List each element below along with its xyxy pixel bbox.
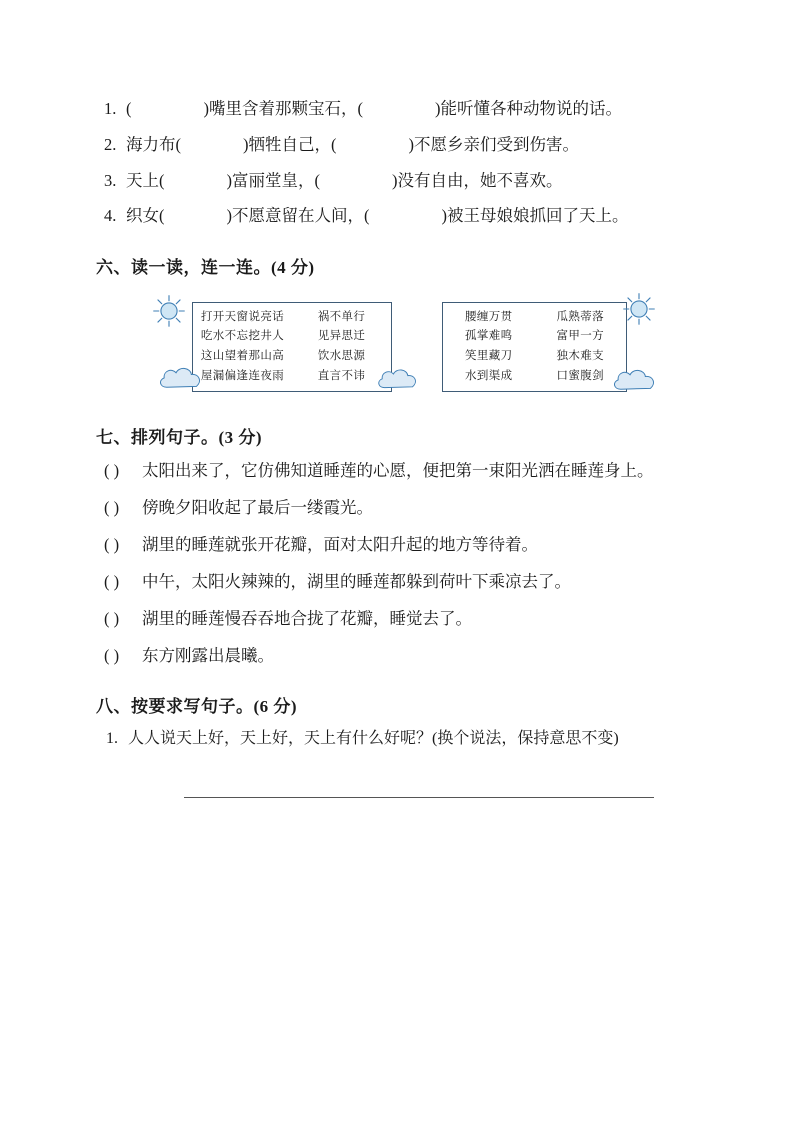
item-number: 2.: [104, 134, 117, 154]
sun-icon: [152, 294, 186, 328]
item-text: 中午，太阳火辣辣的，湖里的睡莲都躲到荷叶下乘凉去了。: [142, 572, 571, 592]
list-item: [96, 199, 696, 233]
sentence-part: )没有自由，她不喜欢。: [392, 170, 563, 190]
match-term[interactable]: 祸不单行: [317, 310, 366, 323]
cloud-icon: [374, 362, 424, 394]
match-term[interactable]: 腰缠万贯: [464, 310, 513, 323]
fill-in-sentence-list: [96, 92, 696, 233]
item-text: 太阳出来了，它仿佛知道睡莲的心愿，便把第一束阳光洒在睡莲身上。: [142, 461, 654, 481]
sun-icon: [622, 292, 656, 326]
sentence-part: )不愿乡亲们受到伤害。: [408, 134, 579, 154]
item-number: 3.: [104, 170, 117, 190]
answer-line[interactable]: [184, 797, 654, 798]
item-text: 湖里的睡莲慢吞吞地合拢了花瓣，睡觉去了。: [142, 609, 472, 629]
order-blank[interactable]: ( ): [104, 609, 120, 629]
sentence-part: )不愿意留在人间，(: [226, 206, 370, 226]
order-blank[interactable]: ( ): [104, 646, 120, 666]
item-text: 傍晚夕阳收起了最后一缕霞光。: [142, 498, 373, 518]
match-term[interactable]: 瓜熟蒂落: [556, 310, 605, 323]
list-item: [96, 454, 696, 487]
section-heading-seven: [96, 423, 696, 448]
match-term[interactable]: 独木难支: [556, 350, 605, 363]
list-item: [96, 565, 696, 598]
worksheet-content: [96, 92, 696, 798]
match-box-left: [192, 302, 392, 392]
item-text: [126, 164, 696, 198]
item-text: 人人说天上好，天上好，天上有什么好呢？(换个说法，保持意思不变): [128, 730, 619, 748]
match-term[interactable]: 吃水不忘挖井人: [200, 330, 285, 343]
sentence-part: )能听懂各种动物说的话。: [435, 99, 622, 118]
item-text: 湖里的睡莲就张开花瓣，面对太阳升起的地方等待着。: [142, 535, 538, 555]
section-score: (3 分): [218, 428, 263, 448]
list-item: [96, 491, 696, 524]
order-blank[interactable]: ( ): [104, 498, 120, 518]
sentence-part: 海力布(: [126, 134, 181, 154]
cloud-icon: [156, 360, 208, 394]
item-text: 东方刚露出晨曦。: [142, 646, 274, 666]
section-score: (4 分): [271, 258, 315, 278]
item-number: 1.: [106, 730, 118, 748]
item-number: 1.: [104, 99, 117, 118]
match-term[interactable]: 笑里藏刀: [464, 350, 513, 363]
sentence-part: )嘴里含着那颗宝石，(: [203, 99, 363, 118]
rewrite-sentence-list: [96, 723, 696, 755]
match-term[interactable]: 饮水思源: [317, 350, 366, 363]
cloud-icon: [610, 362, 662, 396]
sentence-part: 天上(: [126, 170, 165, 190]
match-term[interactable]: 见异思迁: [317, 330, 366, 343]
sentence-part: 织女(: [126, 206, 165, 226]
match-column-right-1: [443, 303, 535, 391]
order-blank[interactable]: ( ): [104, 535, 120, 555]
item-number: 4.: [104, 206, 117, 226]
order-blank[interactable]: ( ): [104, 461, 120, 481]
section-heading-eight: [96, 692, 696, 717]
order-blank[interactable]: ( ): [104, 572, 120, 592]
list-item: [96, 92, 696, 126]
match-term[interactable]: 直言不讳: [317, 370, 366, 383]
match-box-right: [442, 302, 627, 392]
item-text: [126, 92, 696, 126]
list-item: [96, 128, 696, 162]
list-item: [96, 602, 696, 635]
match-term[interactable]: 水到渠成: [464, 370, 513, 383]
sentence-part: )牺牲自己，(: [243, 134, 337, 154]
section-title: 八、按要求写句子。: [96, 697, 254, 717]
section-title: 七、排列句子。: [96, 428, 219, 448]
match-term[interactable]: 孤掌难鸣: [464, 330, 513, 343]
match-term[interactable]: 富甲一方: [556, 330, 605, 343]
ordering-sentence-list: [96, 454, 696, 672]
match-term[interactable]: 这山望着那山高: [200, 350, 285, 363]
match-term[interactable]: 口蜜腹剑: [556, 370, 605, 383]
match-term[interactable]: 屋漏偏逢连夜雨: [200, 370, 285, 383]
item-text: [126, 199, 696, 233]
match-activity-graphic: [144, 288, 674, 403]
list-item: [96, 164, 696, 198]
section-title: 六、读一读，连一连。: [96, 258, 271, 278]
sentence-part: )被王母娘娘抓回了天上。: [441, 206, 629, 226]
section-heading-six: [96, 253, 696, 278]
list-item: [96, 528, 696, 561]
item-text: [126, 128, 696, 162]
sentence-part: )富丽堂皇，(: [226, 170, 320, 190]
list-item: [96, 723, 696, 755]
list-item: [96, 639, 696, 672]
match-term[interactable]: 打开天窗说亮话: [200, 310, 285, 323]
blank-paren-open: (: [126, 99, 132, 118]
section-score: (6 分): [253, 697, 298, 717]
